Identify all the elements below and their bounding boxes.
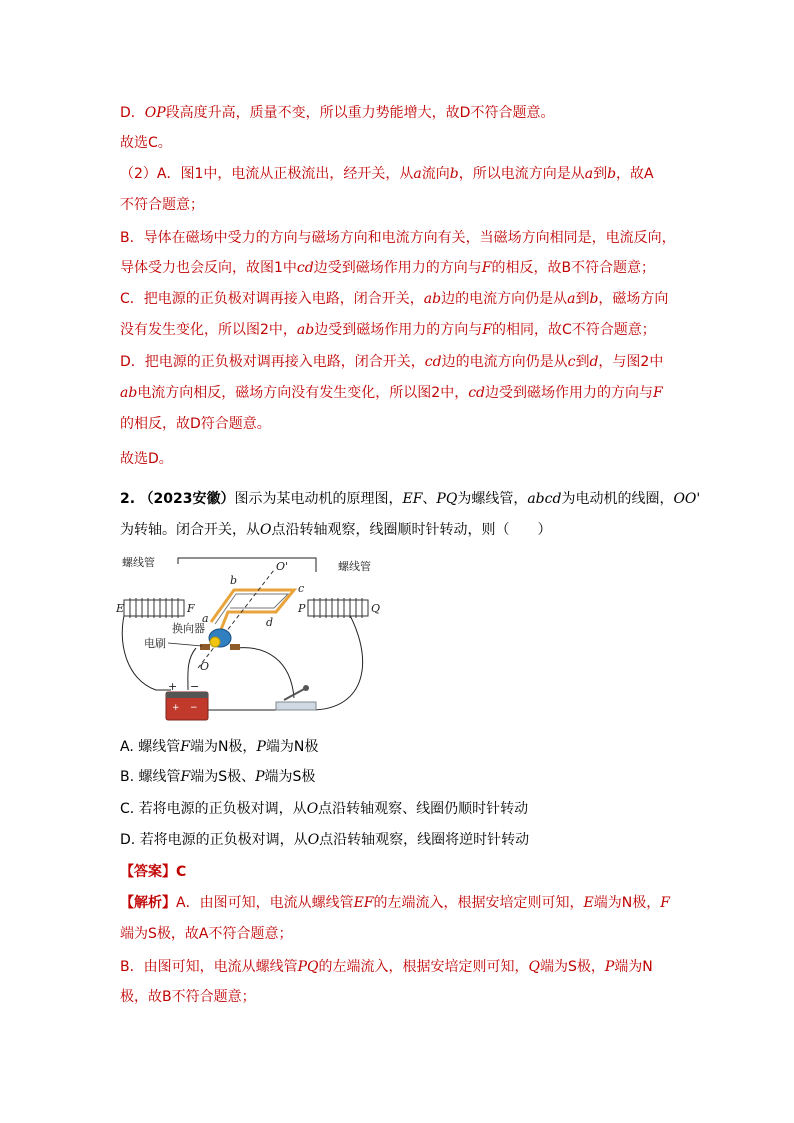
variable: cd bbox=[296, 260, 314, 276]
svg-text:+: + bbox=[172, 703, 180, 713]
option-prefix: C. bbox=[120, 801, 135, 817]
variable: c bbox=[567, 354, 576, 370]
part2-d-line1 bbox=[120, 351, 680, 373]
variable: F bbox=[482, 322, 492, 338]
label-a: a bbox=[202, 612, 209, 625]
option-d-explanation bbox=[120, 102, 680, 124]
text: 、 bbox=[422, 491, 437, 507]
text: 到 bbox=[575, 291, 590, 307]
motor-diagram bbox=[116, 550, 386, 730]
wire-top bbox=[178, 558, 316, 572]
text: 端为N极， bbox=[593, 895, 661, 911]
variable: O bbox=[307, 832, 320, 848]
question-number: 2. bbox=[120, 491, 136, 507]
variable: F bbox=[180, 739, 190, 755]
part2-b-line2 bbox=[120, 257, 680, 279]
part2-a-line1 bbox=[120, 163, 680, 185]
analysis-a-line2 bbox=[120, 923, 680, 945]
text: 端为N bbox=[614, 959, 653, 975]
text: 图示为某电动机的原理图， bbox=[234, 491, 403, 507]
text: 边受到磁场作用力的方向与 bbox=[485, 385, 654, 401]
label-battery-minus: − bbox=[190, 680, 200, 693]
conclusion-2 bbox=[120, 448, 680, 470]
text: 的相反，故B不符合题意； bbox=[491, 260, 656, 276]
part2-d-line2 bbox=[120, 382, 680, 404]
label-F: F bbox=[187, 602, 195, 615]
question-line2 bbox=[120, 519, 680, 541]
text: 点沿转轴观察、线圈仍顺时针转动 bbox=[318, 801, 529, 817]
variable: OO' bbox=[673, 491, 701, 507]
label-solenoid-right: 螺线管 bbox=[338, 560, 371, 573]
text: 电流方向相反，磁场方向没有发生变化，所以图2中， bbox=[137, 385, 469, 401]
brush-right bbox=[230, 644, 240, 650]
text: 为电动机的线圈， bbox=[561, 491, 674, 507]
label-b: b bbox=[230, 574, 238, 587]
coil-abcd bbox=[211, 590, 294, 632]
text: 点沿转轴观察，线圈顺时针转动，则（ ） bbox=[271, 522, 552, 538]
text: 螺线管 bbox=[138, 739, 181, 755]
question-source: （2023安徽） bbox=[139, 491, 235, 507]
text: 螺线管 bbox=[138, 769, 181, 785]
label-d: d bbox=[266, 616, 274, 629]
text: 边受到磁场作用力的方向与 bbox=[313, 260, 482, 276]
variable: ab bbox=[120, 385, 138, 401]
part2-a-line2 bbox=[120, 194, 680, 216]
text: ，所以电流方向是从 bbox=[458, 166, 585, 182]
part2-c-line2 bbox=[120, 319, 680, 341]
label-P: P bbox=[298, 602, 306, 615]
variable: O bbox=[306, 801, 319, 817]
variable: P bbox=[255, 769, 265, 785]
variable: a bbox=[413, 166, 422, 182]
text: 的相反，故D符合题意。 bbox=[120, 416, 271, 432]
text: ，故A bbox=[616, 166, 654, 182]
variable: abcd bbox=[527, 491, 562, 507]
variable: F bbox=[481, 260, 492, 276]
label-Q: Q bbox=[371, 602, 381, 615]
text: （2）A．图1中，电流从正极流出，经开关，从 bbox=[120, 166, 414, 182]
solenoid-left bbox=[124, 598, 184, 618]
part2-c-line1 bbox=[120, 288, 680, 310]
text: B．导体在磁场中受力的方向与磁场方向和电流方向有关，当磁场方向相同是，电流反向， bbox=[120, 230, 676, 246]
text: 端为N极， bbox=[189, 739, 257, 755]
variable: cd bbox=[424, 354, 442, 370]
option-prefix: B. bbox=[120, 769, 135, 785]
answer-label: 【答案】 bbox=[120, 864, 176, 880]
text: 边的电流方向仍是从 bbox=[441, 354, 568, 370]
option-prefix: A. bbox=[120, 739, 134, 755]
variable: EF bbox=[402, 491, 423, 507]
variable: b bbox=[607, 166, 617, 182]
variable: O bbox=[260, 522, 272, 538]
text: 段高度升高，质量不变，所以重力势能增大，故D不符合题意。 bbox=[165, 105, 555, 121]
label-O-prime: O' bbox=[276, 560, 289, 573]
text: 若将电源的正负极对调，从 bbox=[138, 801, 307, 817]
text: 的左端流入，根据安培定则可知， bbox=[318, 959, 529, 975]
text: 端为S极、 bbox=[190, 769, 256, 785]
label-solenoid-left: 螺线管 bbox=[122, 556, 155, 569]
text: 没有发生变化，所以图2中， bbox=[120, 322, 297, 338]
variable: E bbox=[583, 895, 594, 911]
text: B．由图可知，电流从螺线管 bbox=[120, 959, 298, 975]
text: 到 bbox=[575, 354, 590, 370]
variable: EF bbox=[353, 895, 374, 911]
variable: a bbox=[567, 291, 576, 307]
text: 极，故B不符合题意； bbox=[120, 989, 256, 1005]
svg-text:−: − bbox=[190, 703, 198, 713]
text: 端为S极， bbox=[540, 959, 605, 975]
text: C．把电源的正负极对调再接入电路，闭合开关， bbox=[120, 291, 424, 307]
option-prefix: D. bbox=[120, 832, 136, 848]
option-c[interactable] bbox=[120, 798, 680, 820]
conclusion-1 bbox=[120, 132, 680, 154]
text: 为螺线管， bbox=[457, 491, 528, 507]
battery bbox=[166, 692, 208, 720]
label-E: E bbox=[116, 602, 125, 615]
variable: b bbox=[449, 166, 459, 182]
text: 端为S极，故A不符合题意； bbox=[120, 926, 293, 942]
brush-left bbox=[200, 644, 210, 650]
label-c: c bbox=[298, 582, 305, 595]
wire-right-loop bbox=[296, 608, 363, 710]
text: 端为N极 bbox=[265, 739, 319, 755]
commutator bbox=[209, 629, 231, 647]
text: D． bbox=[120, 105, 145, 121]
part2-b-line1 bbox=[120, 227, 680, 249]
wire-brush-to-switch bbox=[236, 648, 294, 698]
label-brush: 电刷 bbox=[144, 637, 166, 650]
variable: d bbox=[589, 354, 599, 370]
text: 若将电源的正负极对调，从 bbox=[139, 832, 308, 848]
variable: P bbox=[256, 739, 266, 755]
variable: cd bbox=[468, 385, 486, 401]
text: 点沿转轴观察，线圈将逆时针转动 bbox=[319, 832, 530, 848]
analysis-a-line1 bbox=[120, 892, 680, 914]
variable: PQ bbox=[297, 959, 319, 975]
variable: b bbox=[589, 291, 599, 307]
label-O: O bbox=[200, 660, 210, 673]
text: A．由图可知，电流从螺线管 bbox=[176, 895, 354, 911]
variable: a bbox=[584, 166, 594, 182]
analysis-b-line1 bbox=[120, 956, 680, 978]
text: 故选C。 bbox=[120, 135, 172, 151]
label-battery-plus: + bbox=[168, 680, 178, 693]
text: 边的电流方向仍是从 bbox=[441, 291, 568, 307]
variable: F bbox=[660, 895, 670, 911]
text: 不符合题意； bbox=[120, 197, 204, 213]
text: 端为S极 bbox=[264, 769, 316, 785]
text: 导体受力也会反向，故图1中 bbox=[120, 260, 297, 276]
option-d[interactable] bbox=[120, 829, 680, 851]
variable: F bbox=[180, 769, 191, 785]
variable: OP bbox=[144, 105, 166, 121]
variable: ab bbox=[296, 322, 315, 338]
text: 的相同，故C不符合题意； bbox=[491, 322, 656, 338]
question-line1 bbox=[120, 488, 701, 510]
solenoid-right bbox=[308, 598, 368, 618]
text: 的左端流入，根据安培定则可知， bbox=[373, 895, 584, 911]
text: D．把电源的正负极对调再接入电路，闭合开关， bbox=[120, 354, 425, 370]
text: 流向 bbox=[421, 166, 450, 182]
variable: PQ bbox=[436, 491, 458, 507]
answer-value: C bbox=[176, 864, 187, 880]
text: 边受到磁场作用力的方向与 bbox=[314, 322, 483, 338]
variable: Q bbox=[528, 959, 540, 975]
analysis-label: 【解析】 bbox=[120, 895, 176, 911]
option-a[interactable] bbox=[120, 736, 680, 758]
option-b[interactable] bbox=[120, 766, 680, 788]
switch[interactable] bbox=[276, 685, 316, 710]
text: 到 bbox=[593, 166, 608, 182]
text: ，与图2中 bbox=[598, 354, 664, 370]
text: 故选D。 bbox=[120, 451, 173, 467]
variable: ab bbox=[423, 291, 442, 307]
text: 为转轴。闭合开关，从 bbox=[120, 522, 260, 538]
answer bbox=[120, 861, 680, 883]
analysis-b-line2 bbox=[120, 986, 680, 1008]
text: ，磁场方向 bbox=[598, 291, 669, 307]
part2-d-line3 bbox=[120, 413, 680, 435]
variable: P bbox=[604, 959, 615, 975]
variable: F bbox=[653, 385, 663, 401]
label-commutator: 换向器 bbox=[172, 622, 205, 635]
